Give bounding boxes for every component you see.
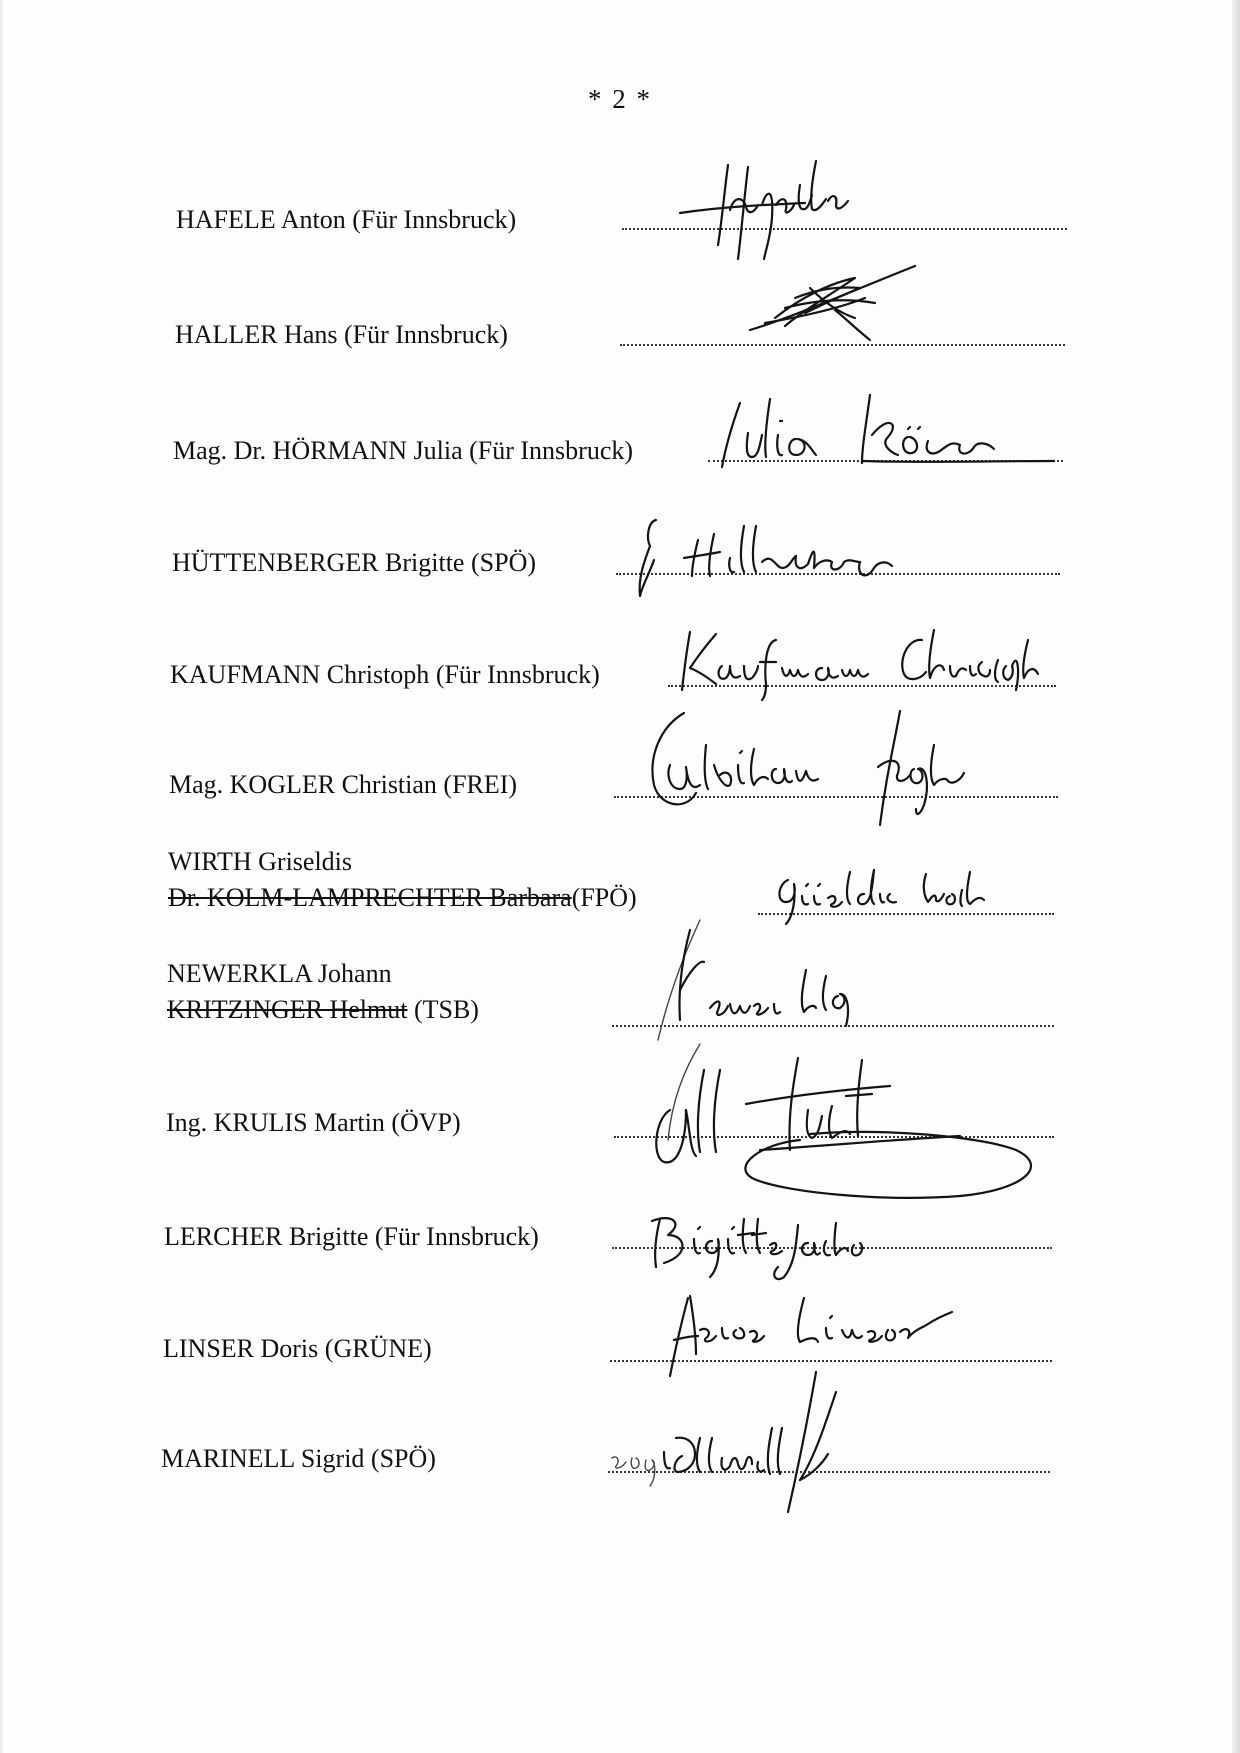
signatory-party: (Für Innsbruck) [469, 436, 634, 465]
signature-marinell [604, 1368, 884, 1518]
signature-huettenberger [620, 512, 920, 602]
signatory-name: LERCHER Brigitte [164, 1222, 369, 1251]
signature-kogler [630, 705, 990, 835]
signature-hafele [670, 155, 870, 265]
signatory-party: (Für Innsbruck) [343, 320, 508, 349]
signatory-name: WIRTH Griseldis [168, 847, 353, 876]
signatory-name: HALLER Hans [175, 320, 338, 349]
signature-kaufmann [672, 620, 1042, 700]
signatory-row [164, 1219, 539, 1255]
signatory-name: LINSER Doris [163, 1334, 319, 1363]
signatory-party: (Für Innsbruck) [374, 1222, 539, 1251]
signatory-row [161, 1441, 436, 1477]
signatory-name: Ing. KRULIS Martin [166, 1108, 385, 1137]
signatory-party: (Für Innsbruck) [352, 205, 517, 234]
signatory-replaced-row [167, 992, 479, 1028]
signature-newerkla [630, 900, 880, 1050]
signature-haller [745, 258, 925, 348]
signatory-struck-name: KRITZINGER Helmut [167, 995, 408, 1024]
signature-lercher [638, 1205, 878, 1285]
signatory-name: NEWERKLA Johann [167, 959, 392, 988]
scan-edge-left [0, 0, 3, 1753]
signatory-name: Mag. KOGLER Christian [169, 770, 437, 799]
signatory-struck-name: Dr. KOLM-LAMPRECHTER Barbara [168, 883, 572, 912]
signatory-name: HAFELE Anton [176, 205, 346, 234]
signatory-name: HÜTTENBERGER Brigitte [172, 548, 465, 577]
signatory-row [173, 433, 633, 469]
signatory-name: KAUFMANN Christoph [170, 660, 430, 689]
signatory-row [166, 1105, 461, 1141]
signatory-name: MARINELL Sigrid [161, 1444, 365, 1473]
signatory-party: (ÖVP) [391, 1108, 461, 1137]
signatory-party: (FPÖ) [571, 883, 637, 912]
signatory-party: (SPÖ) [470, 548, 536, 577]
signatory-row [172, 545, 536, 581]
scan-edge-right [1232, 0, 1240, 1753]
signatory-row [176, 202, 516, 238]
signatory-row [167, 956, 479, 1028]
signatory-party: (SPÖ) [370, 1444, 436, 1473]
signatory-row [170, 657, 600, 693]
signatory-row [168, 844, 637, 916]
signatory-name: Mag. Dr. HÖRMANN Julia [173, 436, 463, 465]
signature-hoermann [712, 385, 1062, 475]
page-number: * 2 * [588, 84, 652, 114]
signatory-replaced-row [168, 880, 637, 916]
signatory-party: (Für Innsbruck) [435, 660, 600, 689]
signatory-row [169, 767, 517, 803]
signature-linser [660, 1290, 970, 1380]
signature-krulis [640, 1040, 1050, 1200]
signatory-party: (TSB) [413, 995, 479, 1024]
signatory-party: (GRÜNE) [324, 1334, 432, 1363]
signatory-row [175, 317, 508, 353]
signatory-party: (FREI) [443, 770, 518, 799]
signatory-row [163, 1331, 432, 1367]
